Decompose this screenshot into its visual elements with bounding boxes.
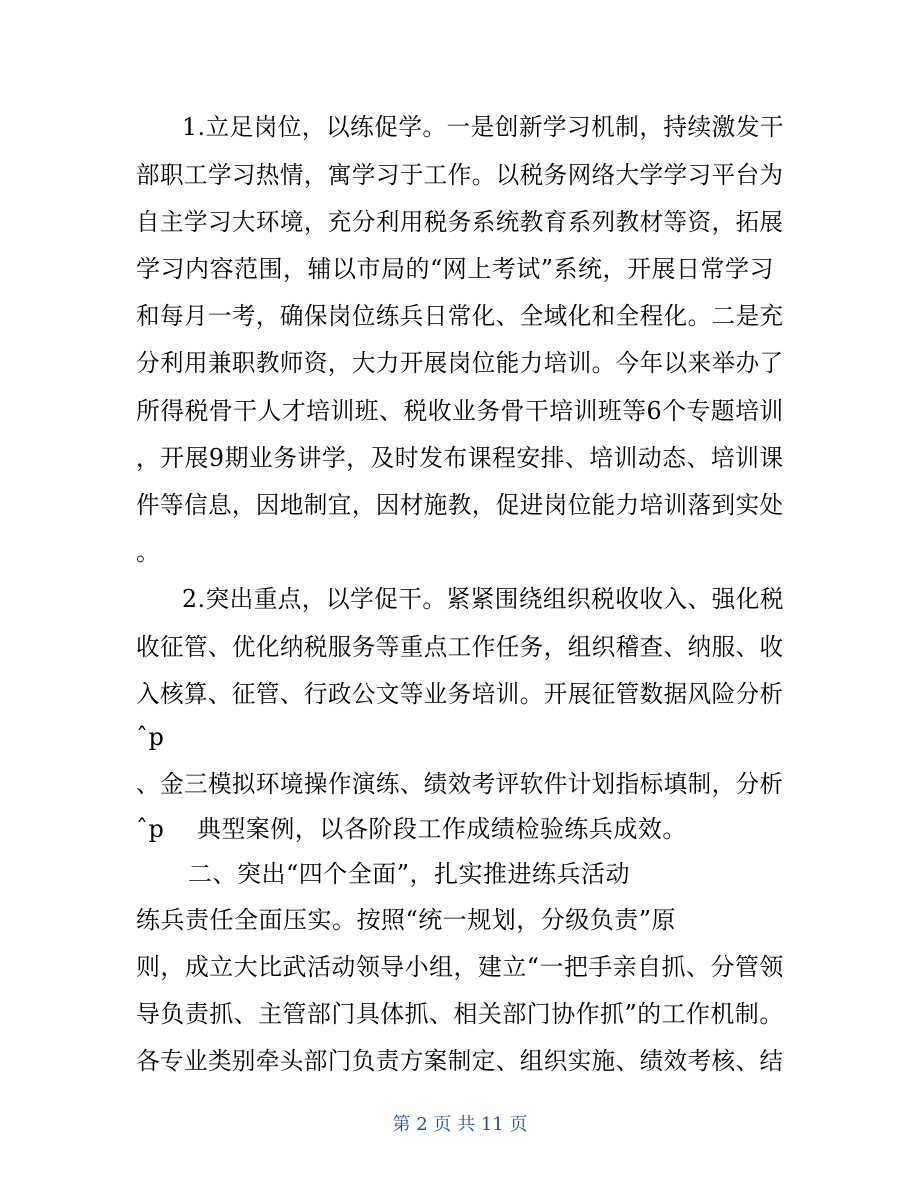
text-line-20: 导负责抓、主管部门具体抓、相关部门协作抓”的工作机制。 xyxy=(136,1000,784,1028)
text-line-16: ˆp 典型案例，以各阶段工作成绩检验练兵成效。 xyxy=(136,815,687,843)
text-line-15: 、金三模拟环境操作演练、绩效考评软件计划指标填制，分析 xyxy=(136,770,784,798)
text-line-3: 自主学习大环境，充分利用税务系统教育系列教材等资，拓展 xyxy=(136,208,784,236)
page-number-footer: 第 2 页 共 11 页 xyxy=(392,1114,528,1135)
section-heading: 二、突出“四个全面”，扎实推进练兵活动 xyxy=(188,860,631,888)
text-line-2: 部职工学习热情，寓学习于工作。以税务网络大学学习平台为 xyxy=(136,161,784,189)
text-line-9: 件等信息，因地制宜，因材施教，促进岗位能力培训落到实处 xyxy=(136,491,784,519)
text-line-14: ˆp xyxy=(136,723,165,751)
text-line-6: 分利用兼职教师资，大力开展岗位能力培训。今年以来举办了 xyxy=(136,349,784,377)
text-line-10: 。 xyxy=(136,538,161,566)
text-line-8: ，开展9期业务讲学，及时发布课程安排、培训动态、培训课 xyxy=(136,444,784,472)
text-line-7: 所得税骨干人才培训班、税收业务骨干培训班等6个专题培训 xyxy=(136,397,784,425)
text-line-1: 1.立足岗位，以练促学。一是创新学习机制，持续激发干 xyxy=(182,113,784,141)
text-line-12: 收征管、优化纳税服务等重点工作任务，组织稽查、纳服、收 xyxy=(136,633,784,661)
text-line-4: 学习内容范围，辅以市局的“网上考试”系统，开展日常学习 xyxy=(136,255,775,283)
text-line-18: 练兵责任全面压实。按照“统一规划，分级负责”原 xyxy=(136,906,677,934)
text-line-5: 和每月一考，确保岗位练兵日常化、全域化和全程化。二是充 xyxy=(136,302,784,330)
text-line-11: 2.突出重点，以学促干。紧紧围绕组织税收收入、强化税 xyxy=(182,585,784,613)
text-line-19: 则，成立大比武活动领导小组，建立“一把手亲自抓、分管领 xyxy=(136,953,784,981)
text-line-21: 各专业类别牵头部门负责方案制定、组织实施、绩效考核、结 xyxy=(136,1047,784,1075)
text-line-13: 入核算、征管、行政公文等业务培训。开展征管数据风险分析 xyxy=(136,680,784,708)
